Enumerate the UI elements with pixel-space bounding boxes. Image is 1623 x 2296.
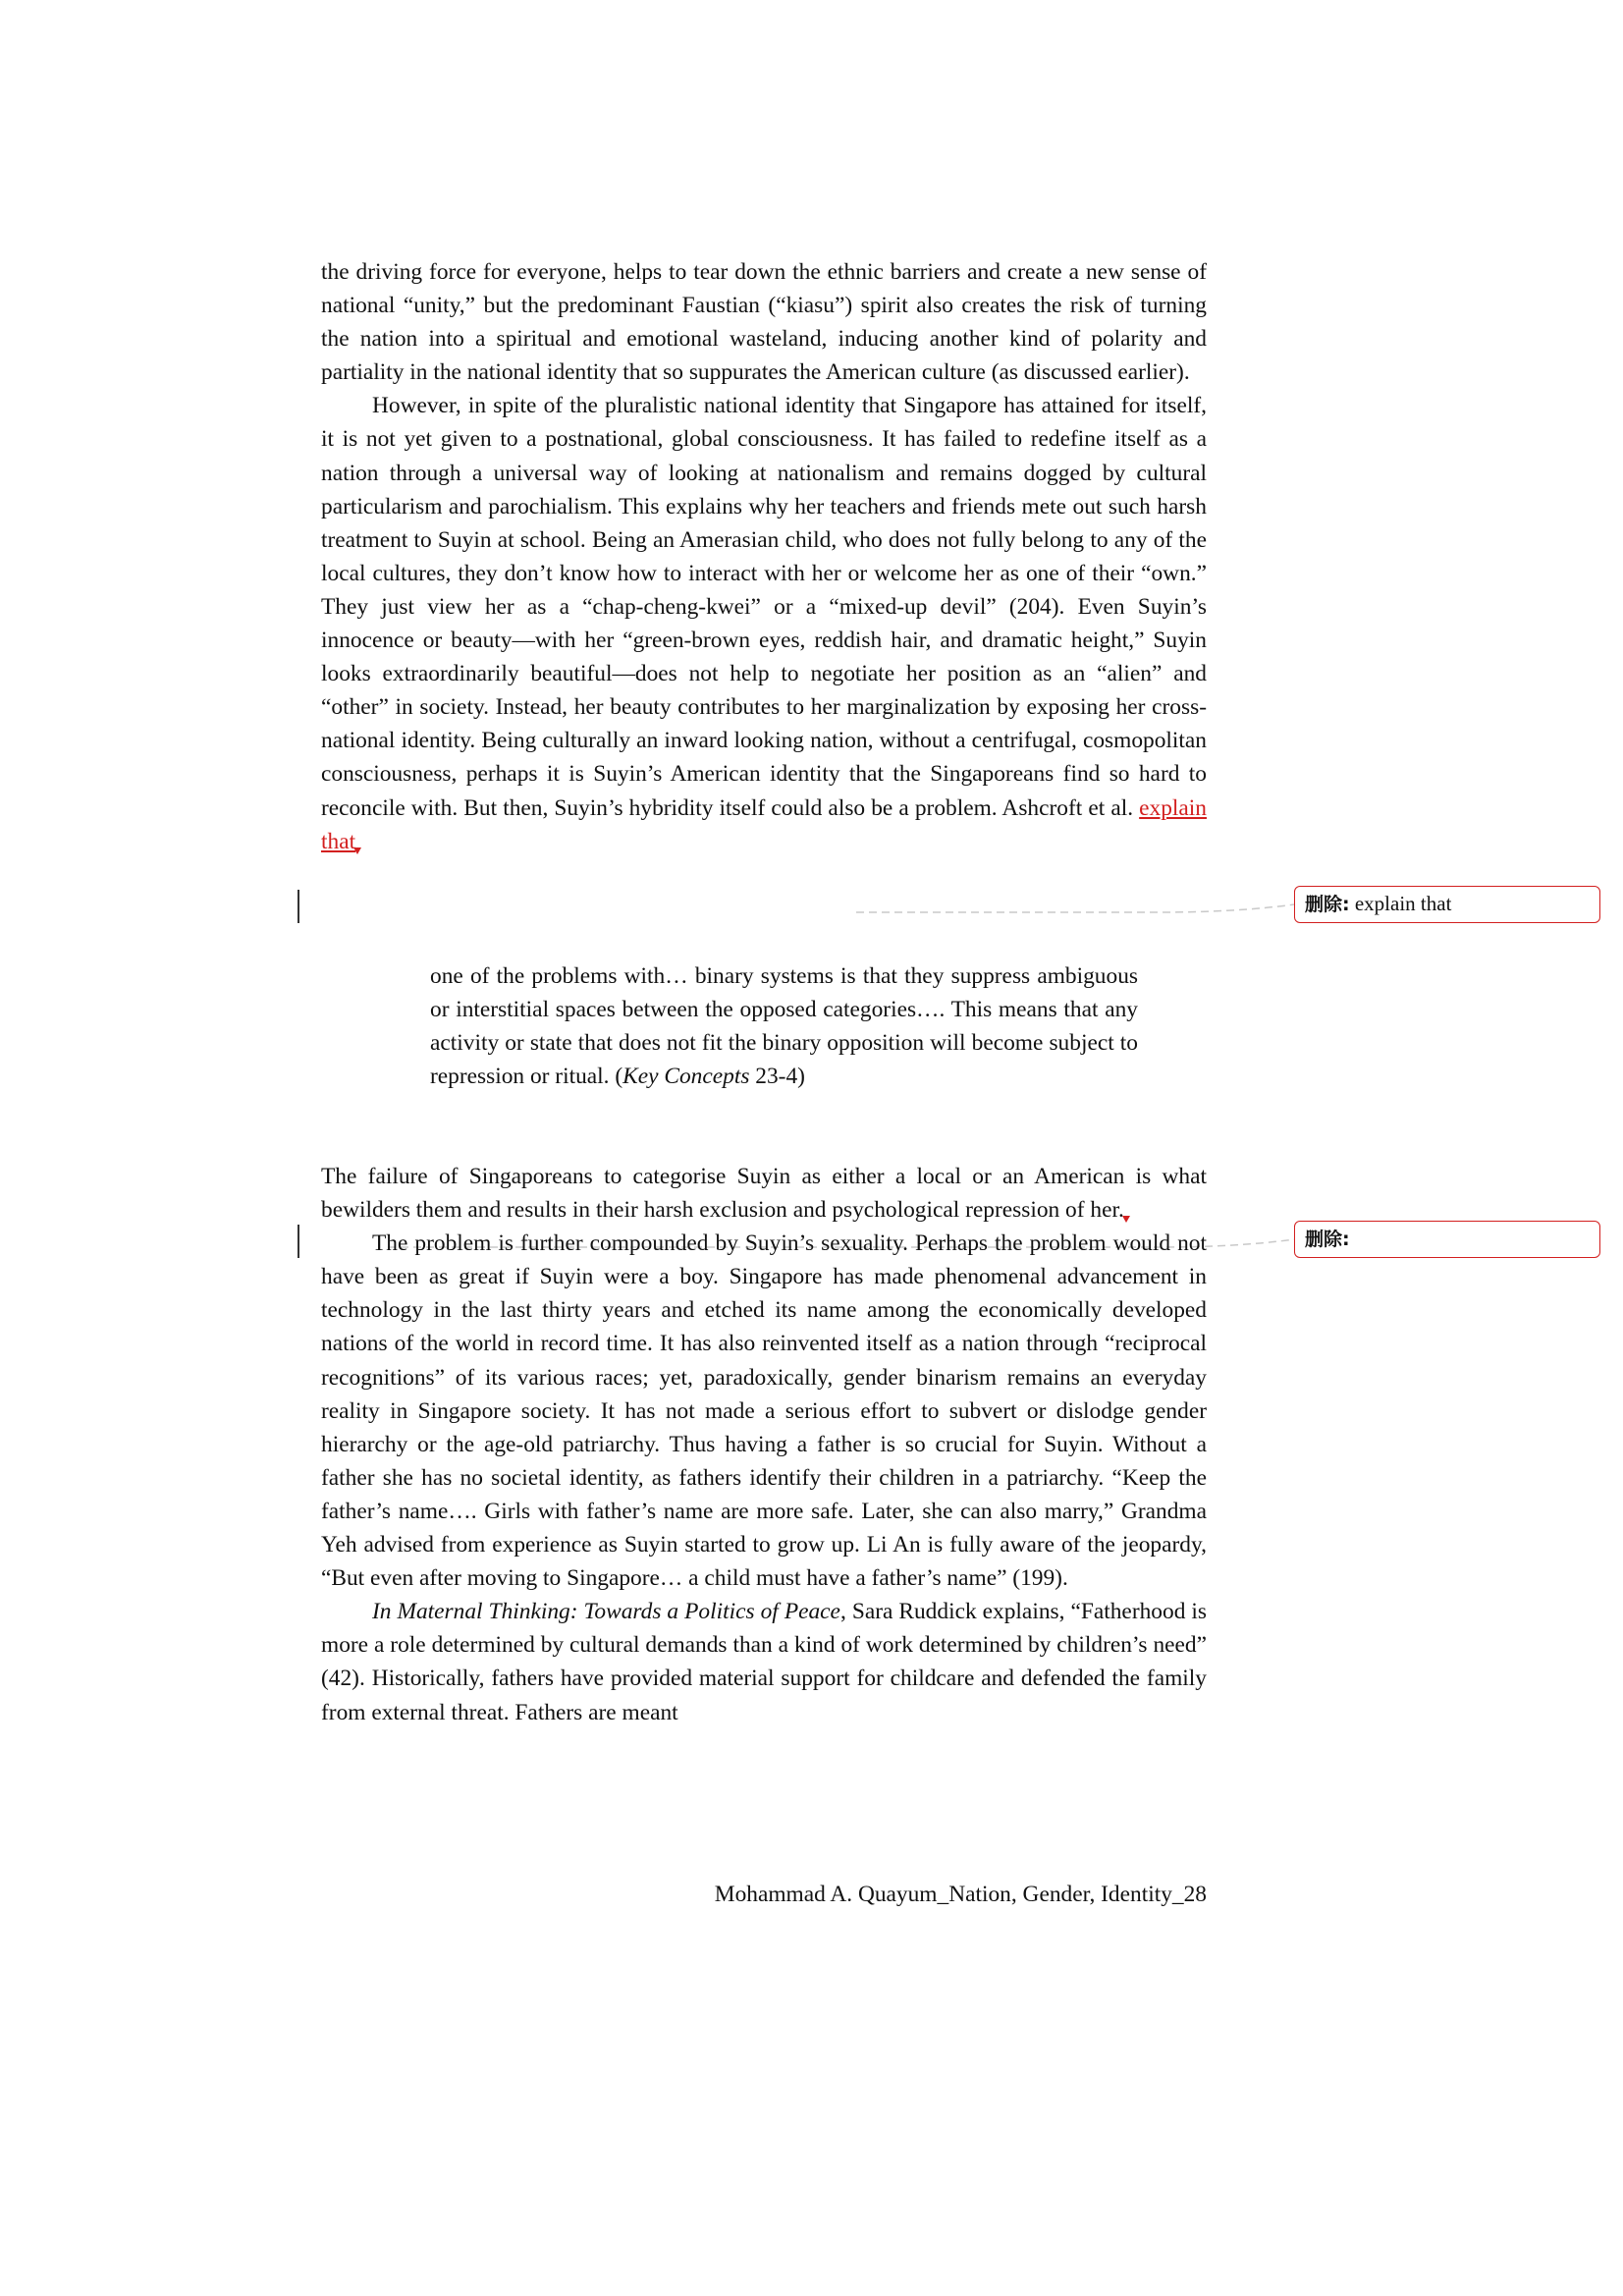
block-quote (430, 959, 1138, 1093)
deletion-caret-icon (1122, 1216, 1130, 1223)
leader-line-1 (856, 904, 1294, 912)
paragraph-problem: The problem is further compounded by Suyin’s sexuality. Perhaps the problem would not have been as great if Suyin were a boy. Singapore has made phenomenal advancement in technology in the last thirty years and etched its name among the economically developed nations of the world in record time. It has also reinvented itself as a nation through “reciprocal recognitions” of its various races; yet, paradoxically, gender binarism remains an everyday reality in Singapore society. It has not made a serious effort to subvert or dislodge gender hierarchy or the age-old patriarchy. Thus having a father is so crucial for Suyin. Without a father she has no societal identity, as fathers identify their children in a patriarchy. “Keep the father’s name…. Girls with father’s name are more safe. Later, she can also marry,” Grandma Yeh advised from experience as Suyin started to grow up. Li An is fully aware of the jeopardy, “But even after moving to Singapore… a child must have a father’s name” (199). (321, 1230, 1207, 1592)
paragraph-ruddick (321, 1595, 1207, 1728)
change-bar-1 (298, 890, 299, 923)
deletion-caret-icon (353, 847, 361, 854)
page-footer: Mohammad A. Quayum_Nation, Gender, Identity_28 (714, 1882, 1207, 1907)
quote-text: one of the problems with… binary systems is that they suppress ambiguous or interstitial spaces between the opposed categories…. This means that any activity or state that does not fit the binary opposition will become subject to repression or ritual. ( (430, 963, 1138, 1090)
comment-balloon-2[interactable] (1294, 1221, 1600, 1258)
paragraph-continued: the driving force for everyone, helps to tear down the ethnic barriers and create a new sense of national “unity,” but the predominant Faustian (“kiasu”) spirit also creates the risk of turning the nation into a spiritual and emotional wasteland, inducing another kind of polarity and partiality in the national identity that so suppurates the American culture (as discussed earlier). (321, 259, 1207, 386)
ruddick-book-title: In Maternal Thinking: Towards a Politics of Peace (372, 1599, 840, 1625)
quote-title: Key Concepts (622, 1064, 750, 1090)
comment-label: 删除: (1305, 1229, 1350, 1250)
paragraph-failure-text: The failure of Singaporeans to categorise Suyin as either a local or an American is what bewilders them and results in their harsh exclusion and psychological repression of her. (321, 1164, 1207, 1224)
body-text-bottom (321, 1160, 1207, 1729)
body-text-top (321, 255, 1207, 858)
paragraph-pluralistic (321, 389, 1207, 857)
comment-text: explain that (1349, 892, 1452, 915)
paragraph-pluralistic-text: However, in spite of the pluralistic national identity that Singapore has attained for itself, it is not yet given to a postnational, global consciousness. It has failed to redefine itself as a nation through a universal way of looking at nationalism and remains dogged by cultural particularism and parochialism. This explains why her teachers and friends mete out such harsh treatment to Suyin at school. Being an Amerasian child, who does not fully belong to any of the local cultures, they don’t know how to interact with her or welcome her as one of their “own.” They just view her as a “chap-cheng-kwei” or a “mixed-up devil” (204). Even Suyin’s innocence or beauty—with her “green-brown eyes, reddish hair, and dramatic height,” Suyin looks extraordinarily beautiful—does not help to negotiate her position as an “alien” and “other” in society. Instead, her beauty contributes to her marginalization by exposing her cross-national identity. Being culturally an inward looking nation, without a centrifugal, cosmopolitan consciousness, perhaps it is Suyin’s American identity that the Singaporeans find so hard to reconcile with. But then, Suyin’s hybridity itself could also be a problem. Ashcroft et al. (321, 393, 1207, 821)
ruddick-text: , Sara Ruddick explains, “Fatherhood is more a role determined by cultural demands than a kind of work determined by children’s need” (42). Historically, fathers have provided material support for childcare and defended the family from external threat. Fathers are meant (321, 1599, 1208, 1725)
quote-citation: 23-4) (749, 1064, 805, 1090)
comment-balloon-1[interactable] (1294, 886, 1600, 923)
paragraph-failure (321, 1160, 1207, 1227)
deleted-text-explain-that[interactable]: explain that (321, 794, 1207, 854)
change-bar-2 (298, 1225, 299, 1258)
comment-label: 删除: (1305, 894, 1350, 915)
